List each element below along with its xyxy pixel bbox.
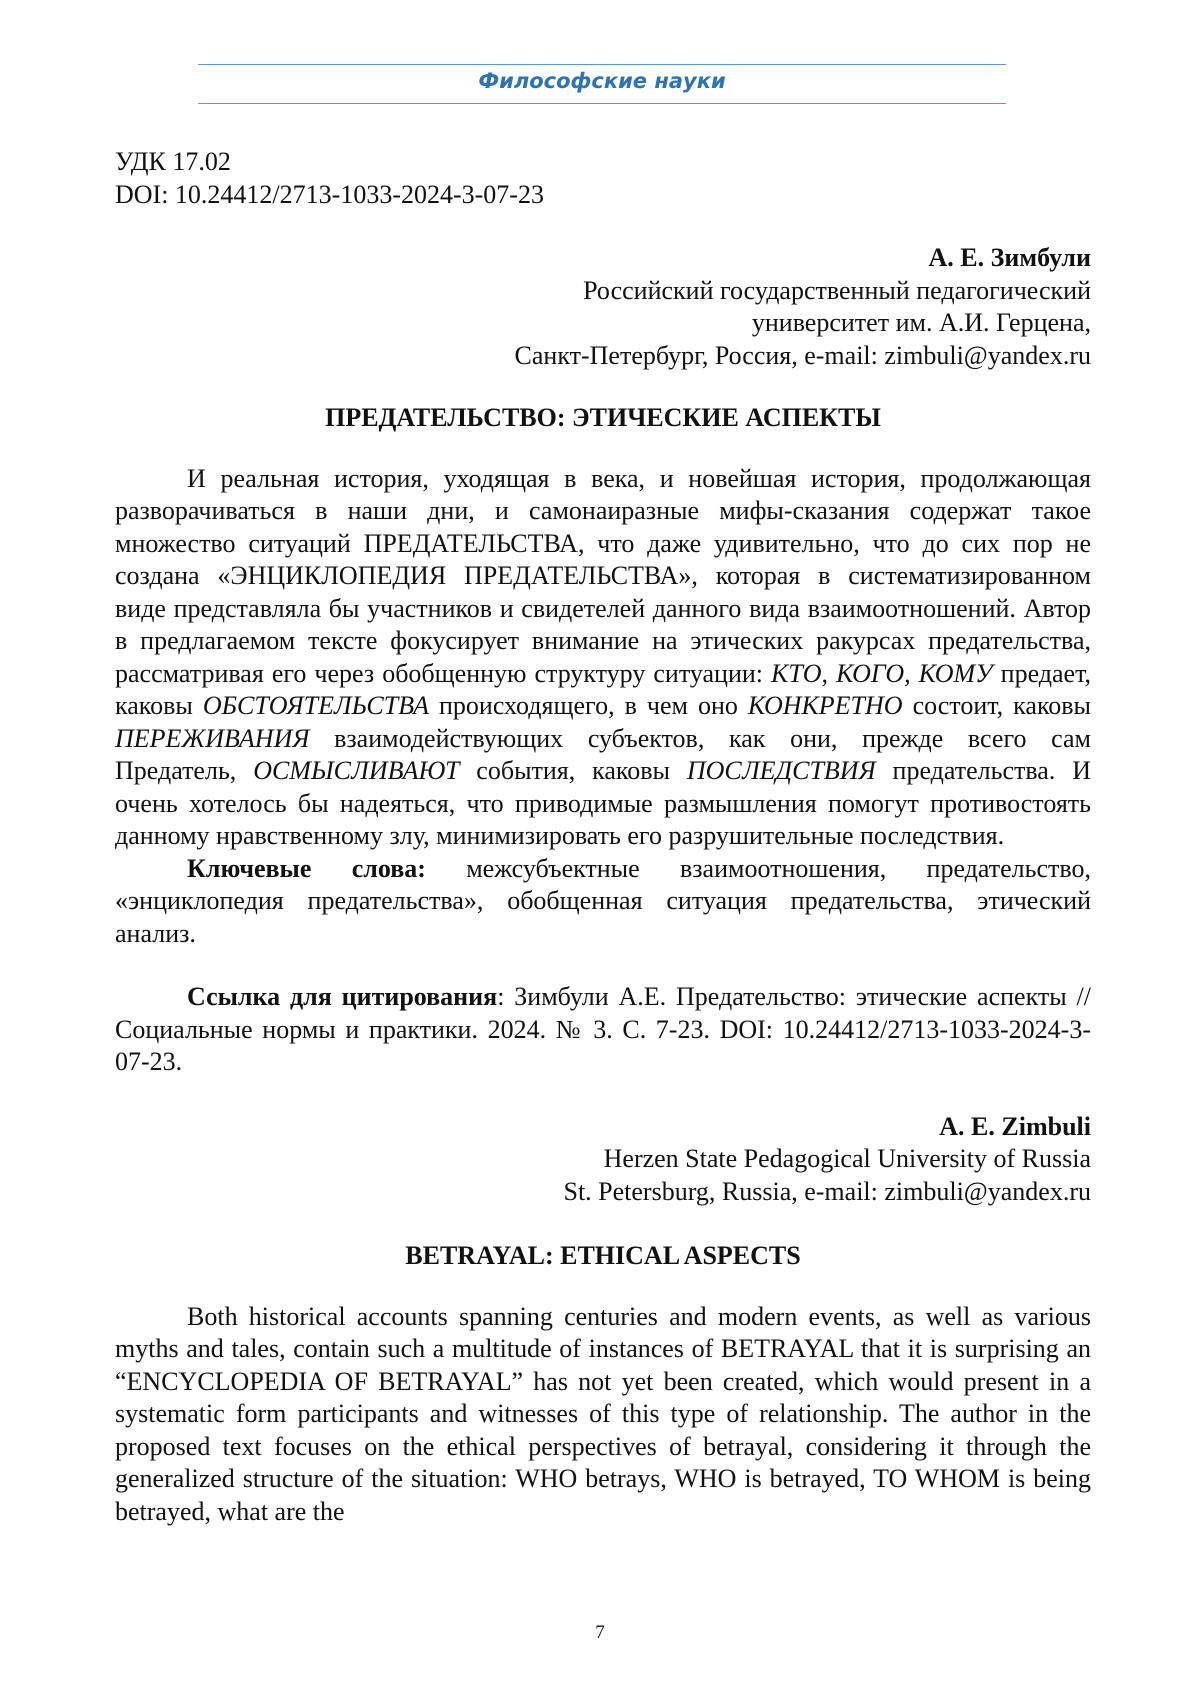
citation-label: Ссылка для цитирования [187,982,497,1011]
affiliation-line: Санкт-Петербург, Россия, e-mail: zimbuli@yandex.ru [115,340,1091,373]
page [0,0,1200,1698]
udc-code: УДК 17.02 [115,146,1091,179]
abstract-emphasis: КОНКРЕТНО [748,691,903,720]
keywords-text: межсубъектные взаимоотношения, предательство, «энциклопедия предательства», обобщенная ситуация предательства, этический анализ. [115,854,1091,948]
abstract-text: взаимодействующих субъектов, как они, прежде всего сам Предатель, [115,724,1091,786]
author-block-ru [115,242,1091,372]
abstract-text: состоит, каковы [903,691,1091,720]
page-number: 7 [0,1622,1200,1644]
abstract-emphasis: ОСМЫСЛИВАЮТ [253,756,459,785]
article-content [115,146,1091,1528]
citation-text: : Зимбули А.Е. Предательство: этические аспекты // Социальные нормы и практики. 2024. № 3. С. 7-23. DOI: 10.24412/2713-1033-2024-3-07-23. [115,982,1091,1076]
abstract-text: происходящего, в чем оно [429,691,748,720]
abstract-emphasis: ПЕРЕЖИВАНИЯ [115,724,309,753]
abstract-paragraph [115,463,1091,853]
abstract-text: предает, каковы [115,659,1091,721]
abstract-text: предательства. И очень хотелось бы надеяться, что приводимые размышления помогут противостоять данному нравственному злу, минимизировать его разрушительные последствия. [115,756,1091,850]
abstract-en [115,1301,1091,1529]
article-meta [115,146,1091,211]
abstract-text: И реальная история, уходящая в века, и новейшая история, продолжающая разворачиваться в наши дни, и самонаиразные мифы-сказания содержат такое множество ситуаций ПРЕДАТЕЛЬСТВА, что даже удивительно, что до сих пор не создана «ЭНЦИКЛОПЕДИЯ ПРЕДАТЕЛЬСТВА», которая в систематизированном виде представляла бы участников и свидетелей данного вида взаимоотношений. Автор в предлагаемом тексте фокусирует внимание на этических ракурсах предательства, рассматривая его через обобщенную структуру ситуации: [115,464,1091,688]
affiliation-line: университет им. А.И. Герцена, [115,307,1091,340]
affiliation-line: St. Petersburg, Russia, e-mail: zimbuli@yandex.ru [115,1176,1091,1209]
doi: DOI: 10.24412/2713-1033-2024-3-07-23 [115,179,1091,212]
abstract-text: события, каковы [459,756,686,785]
header-rule-bottom [198,103,1006,104]
citation-block [115,981,1091,1079]
affiliation-line: Herzen State Pedagogical University of Russia [115,1143,1091,1176]
header-rule-top [198,64,1006,65]
author-block-en [115,1111,1091,1209]
abstract-ru [115,463,1091,951]
article-title-en: BETRAYAL: ETHICAL ASPECTS [115,1240,1091,1273]
author-name-ru: А. Е. Зимбули [115,242,1091,275]
affiliation-line: Российский государственный педагогический [115,275,1091,308]
citation-paragraph [115,981,1091,1079]
running-header-title: Философские науки [198,69,1006,93]
abstract-emphasis: ОБСТОЯТЕЛЬСТВА [203,691,429,720]
article-title-ru: ПРЕДАТЕЛЬСТВО: ЭТИЧЕСКИЕ АСПЕКТЫ [115,402,1091,435]
author-name-en: A. E. Zimbuli [115,1111,1091,1144]
abstract-emphasis: ПОСЛЕДСТВИЯ [687,756,876,785]
abstract-paragraph: Both historical accounts spanning centuries and modern events, as well as various myths and tales, contain such a multitude of instances of BETRAYAL that it is surprising an “ENCYCLOPEDIA OF BETRAYAL” has not yet been created, which would present in a systematic form participants and witnesses of this type of relationship. The author in the proposed text focuses on the ethical perspectives of betrayal, considering it through the generalized structure of the situation: WHO betrays, WHO is betrayed, TO WHOM is being betrayed, what are the [115,1301,1091,1529]
keywords-label: Ключевые слова: [187,854,426,883]
keywords [115,853,1091,951]
abstract-emphasis: КТО, КОГО, КОМУ [771,659,993,688]
